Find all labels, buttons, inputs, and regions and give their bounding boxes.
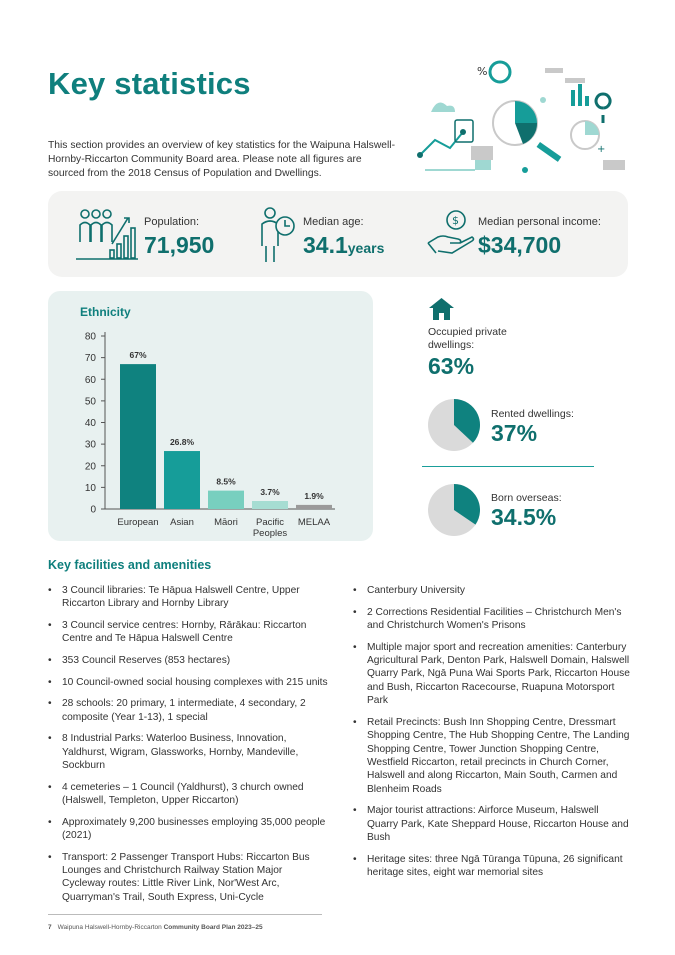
rented-pie-chart [427,398,481,452]
facilities-list-left [48,584,328,912]
facility-left-item: • 10 Council-owned social housing complexes with 215 units [48,676,328,689]
bar-data-label: 1.9% [304,490,324,501]
facility-left-item: • 4 cemeteries – 1 Council (Yaldhurst), 3 church owned (Halswell, Templeton, Upper Riccarton) [48,781,328,808]
facility-right-item: • Multiple major sport and recreation amenities: Canterbury Agricultural Park, Denton Park, Halswell Domain, Halswell Quarry Park, Ngā Puna Wai Sports Park, Riccarton House and Bush, Riccarton Racecourse, Ruapuna Motorsport Park [353,641,631,708]
page-footer [48,924,263,931]
intro-paragraph: This section provides an overview of key statistics for the Waipuna Halswell-Hornby-Riccarton Community Board area. Please note all figures are sourced from the 2018 Census of Population and Dwellings. [48,140,395,179]
x-category-label: Pacific [256,517,284,528]
x-category-label: MELAA [297,517,331,528]
svg-text:%: % [477,65,488,78]
facility-right-item: • Heritage sites: three Ngā Tūranga Tūpuna, 26 significant heritage sites, eight war memorial sites [353,853,631,880]
facilities-heading: Key facilities and amenities [48,558,212,572]
bar-data-label: 3.7% [260,486,280,497]
bar-data-label: 26.8% [169,437,195,448]
population-icon [76,206,138,262]
facility-left-item: • Approximately 9,200 businesses employing 35,000 people (2021) [48,816,328,843]
y-tick-label: 70 [84,353,96,365]
svg-text:$: $ [452,214,459,227]
facility-left-item: • 353 Council Reserves (853 hectares) [48,654,328,667]
median-age-unit: years [347,240,385,256]
facility-left-item: • Transport: 2 Passenger Transport Hubs: Riccarton Bus Lounges and Christchurch Railway Station Major Cycleway routes: Little River Link, Nor'West Arc, Quarryman's Trail, South Express, Uni-Cycle [48,851,328,905]
facility-left-item: • 3 Council service centres: Hornby, Rārākau: Riccarton Centre and Te Hāpua Halswell Centre [48,619,328,646]
bar [296,505,332,509]
y-tick-label: 10 [84,482,96,494]
facility-left-item: • 8 Industrial Parks: Waterloo Business, Innovation, Yaldhurst, Wigram, Glassworks, Hornby, Mandeville, Sockburn [48,732,328,772]
y-tick-label: 30 [84,439,96,451]
income-stat [426,191,626,277]
born-overseas-value: 34.5% [491,504,557,530]
facility-right-item: • Major tourist attractions: Airforce Museum, Halswell Quarry Park, Kate Sheppard House, Riccarton House and Bush [353,804,631,844]
rented-dwellings-label: Rented dwellings: [491,408,574,420]
ethnicity-chart [48,291,373,541]
x-category-label: European [117,517,159,528]
y-tick-label: 0 [90,504,96,516]
page-title: Key statistics [48,66,251,101]
median-age-value [303,232,384,259]
y-tick-label: 50 [84,396,96,408]
occupied-dwellings-value: 63% [428,353,475,379]
section-divider [422,466,594,467]
footer-text: Waipuna Halswell-Hornby-Riccarton [57,924,162,931]
occupied-dwellings-label-line1: Occupied private [428,326,507,338]
svg-text:+: + [597,144,606,155]
footer-rule [48,914,322,915]
bar [252,501,288,509]
median-age-stat [258,191,418,277]
statistics-illustration [415,60,630,180]
bar [208,491,244,509]
bar [164,451,200,509]
money-hand-icon [426,209,476,257]
population-value: 71,950 [144,232,215,258]
facility-right-item: • Canterbury University [353,584,631,597]
person-clock-icon [258,206,298,264]
population-stat [48,191,238,277]
stats-panel [48,191,628,277]
y-tick-label: 40 [84,418,96,429]
footer-plan-title: Community Board Plan 2023–25 [163,924,263,931]
y-tick-label: 60 [84,374,96,386]
bar [120,364,156,509]
facility-left-item: • 3 Council libraries: Te Hāpua Halswell Centre, Upper Riccarton Library and Hornby Library [48,584,328,611]
y-tick-label: 80 [84,331,96,343]
x-category-label: Māori [214,517,238,528]
facility-right-item: • Retail Precincts: Bush Inn Shopping Centre, Dressmart Shopping Centre, The Hub Shopping Centre, The Landing Shopping Centre, Tower Junction Shopping Centre, Westfield Riccarton, retail precincts in Church Corner, Halswell and along Riccarton, Main South, Carmen and Blenheim Roads [353,716,631,796]
bar-data-label: 67% [129,350,147,361]
occupied-dwellings-label-line2: dwellings: [428,339,475,351]
house-icon [428,297,455,321]
income-label: Median personal income: [478,216,601,228]
page-number: 7 [48,924,52,931]
x-category-label: Peoples [252,528,288,539]
median-age-number: 34.1 [303,232,348,258]
facility-left-item: • 28 schools: 20 primary, 1 intermediate, 4 secondary, 2 composite (Year 1-13), 1 special [48,697,328,724]
chart-title: Ethnicity [80,305,131,319]
facility-right-item: • 2 Corrections Residential Facilities – Christchurch Men's and Christchurch Women's Prisons [353,606,631,633]
median-age-label: Median age: [303,216,364,228]
population-label: Population: [144,216,200,228]
facilities-list-right [353,584,631,888]
y-tick-label: 20 [84,461,96,473]
born-overseas-label: Born overseas: [491,492,562,504]
income-value: $34,700 [478,232,562,258]
rented-dwellings-value: 37% [491,420,538,446]
x-category-label: Asian [170,517,194,528]
bar-data-label: 8.5% [216,476,236,487]
overseas-pie-chart [427,483,481,537]
